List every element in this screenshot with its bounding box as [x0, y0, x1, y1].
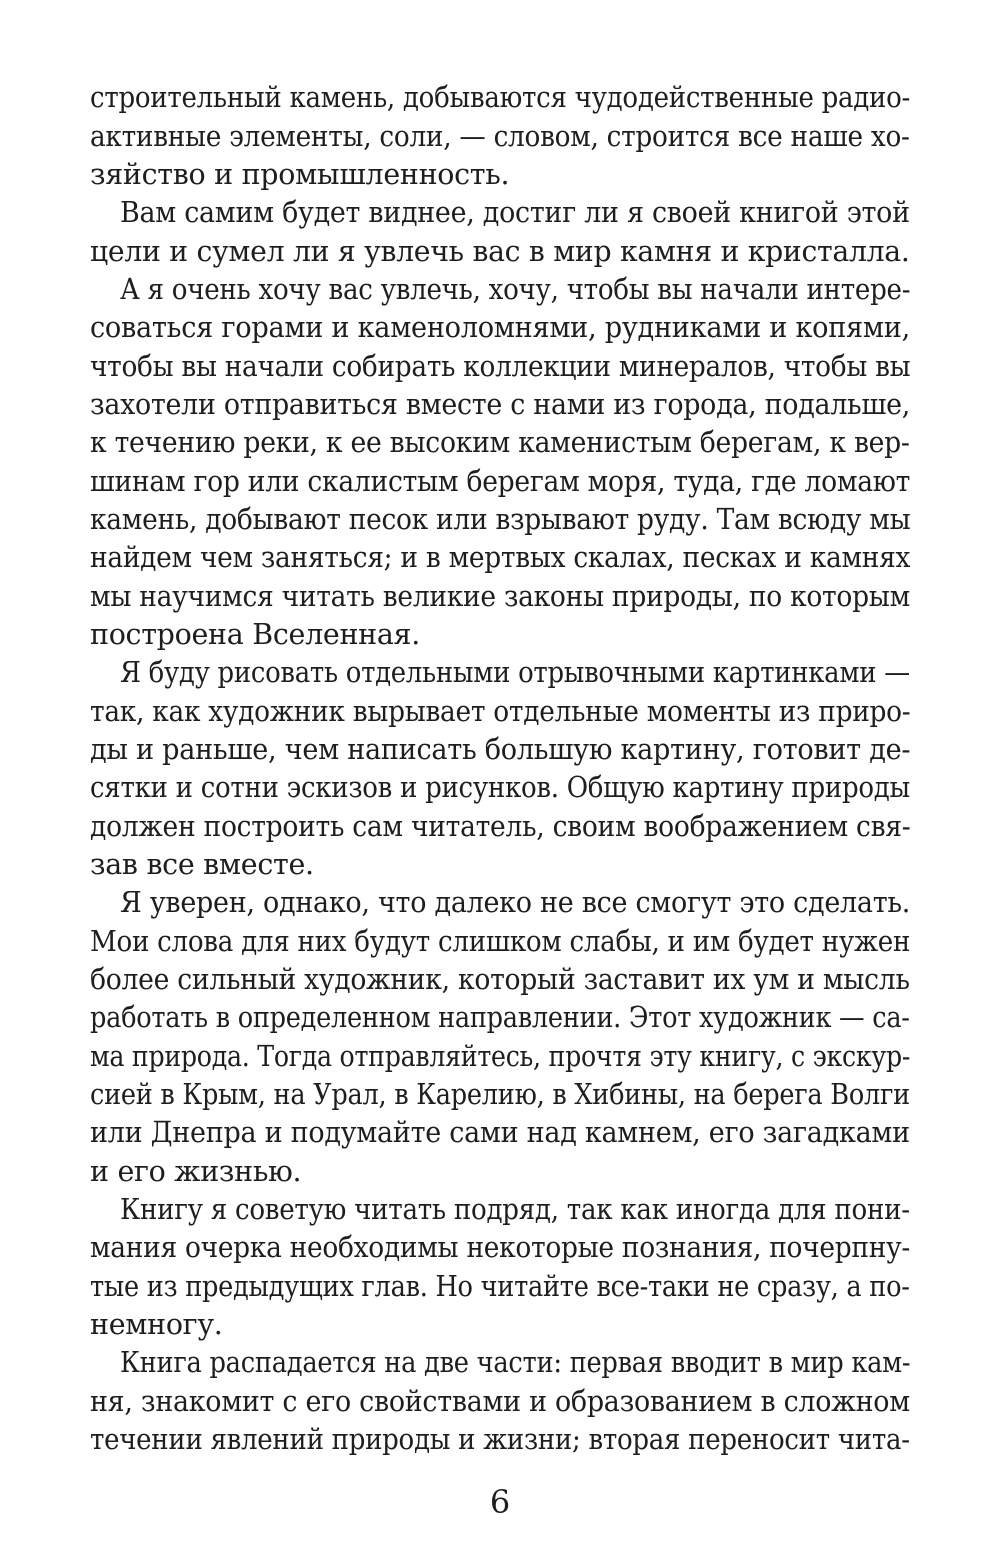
text-line: ма природа. Тогда отправляйтесь, прочтя эту книгу, с экскур-	[90, 1040, 911, 1073]
text-line: построена Вселенная.	[90, 618, 420, 651]
text-line: ня, знакомит с его свойствами и образованием в сложном	[90, 1385, 910, 1418]
text-line: немногу.	[90, 1308, 223, 1341]
text-line: активные элементы, соли, — словом, строится все наше хо-	[90, 120, 910, 153]
paragraph-start-line: Вам самим будет виднее, достиг ли я своей книгой этой	[120, 196, 910, 229]
text-line: и его жизнью.	[90, 1155, 302, 1188]
page-number: 6	[489, 1483, 511, 1521]
text-line: ды и раньше, чем написать большую картину, готовит де-	[90, 733, 911, 766]
paragraph-start-line: Я уверен, однако, что далеко не все смогут это сделать.	[120, 886, 911, 919]
text-line: зяйство и промышленность.	[90, 158, 510, 191]
text-line: зав все вместе.	[90, 848, 314, 881]
paragraph-start-line: Книга распадается на две части: первая вводит в мир кам-	[120, 1346, 911, 1379]
text-line: к течению реки, к ее высоким каменистым берегам, к вер-	[90, 426, 910, 459]
text-line: мания очерка необходимы некоторые познания, почерпну-	[90, 1231, 911, 1264]
text-line: захотели отправиться вместе с нами из города, подальше,	[90, 388, 910, 421]
paragraph-start-line: Книгу я советую читать подряд, так как иногда для пони-	[120, 1193, 910, 1226]
text-line: более сильный художник, который заставит их ум и мысль	[90, 963, 910, 996]
paragraph-start-line: А я очень хочу вас увлечь, хочу, чтобы вы начали интере-	[120, 273, 911, 306]
text-line: сией в Крым, на Урал, в Карелию, в Хибины, на берега Волги	[90, 1078, 910, 1111]
text-line: строительный камень, добываются чудодейственные радио-	[90, 81, 911, 114]
text-line: течении явлений природы и жизни; вторая переносит чита-	[90, 1423, 910, 1456]
text-line: шинам гор или скалистым берегам моря, туда, где ломают	[90, 465, 911, 498]
text-line: Мои слова для них будут слишком слабы, и им будет нужен	[90, 925, 911, 958]
paragraph-start-line: Я буду рисовать отдельными отрывочными картинками —	[120, 656, 910, 689]
text-line: камень, добывают песок или взрывают руду. Там всюду мы	[90, 503, 911, 536]
text-line: соваться горами и каменоломнями, рудниками и копями,	[90, 311, 910, 344]
text-line: чтобы вы начали собирать коллекции минералов, чтобы вы	[90, 350, 911, 383]
text-line: тые из предыдущих глав. Но читайте все-таки не сразу, а по-	[90, 1270, 910, 1303]
text-line: работать в определенном направлении. Этот художник — са-	[90, 1001, 910, 1034]
text-line: найдем чем заняться; и в мертвых скалах, песках и камнях	[90, 541, 911, 574]
text-line: так, как художник вырывает отдельные моменты из приро-	[90, 695, 911, 728]
text-line: или Днепра и подумайте сами над камнем, его загадками	[90, 1116, 910, 1149]
text-line: сятки и сотни эскизов и рисунков. Общую картину природы	[90, 771, 910, 804]
text-line: цели и сумел ли я увлечь вас в мир камня и кристалла.	[90, 235, 910, 268]
text-line: мы научимся читать великие законы природы, по которым	[90, 580, 910, 613]
text-line: должен построить сам читатель, своим воображением свя-	[90, 810, 911, 843]
